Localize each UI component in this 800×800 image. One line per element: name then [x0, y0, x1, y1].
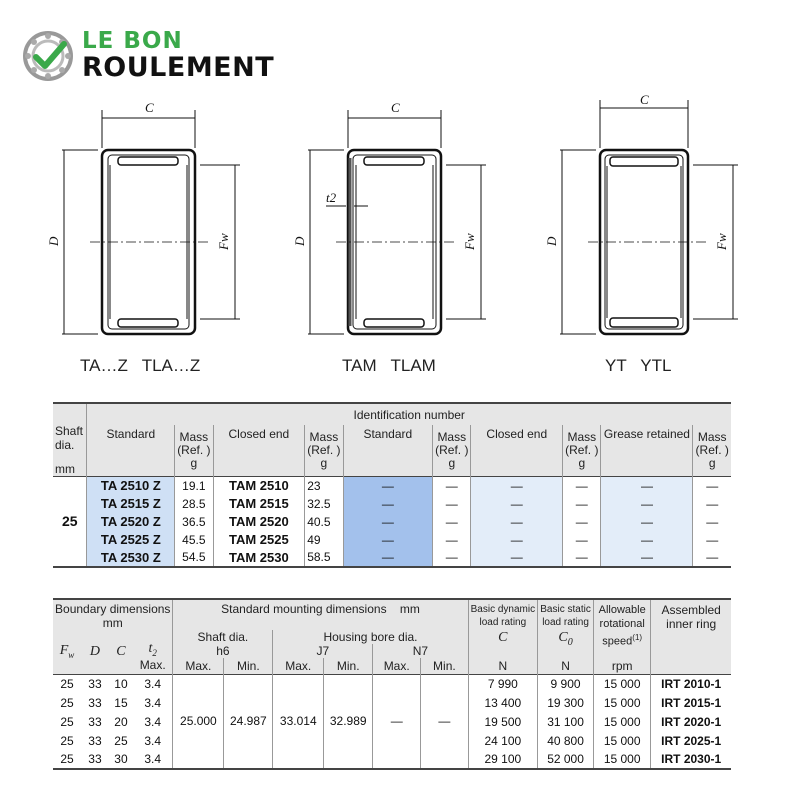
drawing-yt	[544, 90, 748, 350]
c-value: 30	[114, 752, 128, 766]
drawing-tam	[292, 90, 496, 350]
speed-value: 15 000	[594, 731, 651, 750]
dash-cell: —	[693, 549, 731, 567]
col-mass-ref: (Ref. )	[695, 443, 729, 457]
dash-cell: —	[433, 513, 471, 531]
ident-header: Identification number	[353, 407, 465, 422]
dash-cell: —	[693, 495, 731, 513]
c-value: 25	[114, 733, 128, 748]
d-value: 33	[88, 752, 102, 766]
min-label: Min.	[421, 658, 468, 674]
dash-cell: —	[601, 495, 693, 513]
fw-symbol: F	[59, 643, 69, 659]
dynamic-rating-symbol: C	[498, 630, 508, 645]
dash-cell: —	[343, 495, 433, 513]
static-rating-header: Basic static	[540, 604, 591, 615]
fw-value: 25	[60, 695, 74, 710]
standard-id: TA 2515 Z	[87, 495, 175, 513]
bearing-check-icon	[22, 30, 74, 82]
speed-header-3: speed	[602, 635, 633, 648]
dash-cell: —	[563, 513, 601, 531]
mass-value: 58.5	[305, 549, 343, 567]
d-symbol: D	[89, 643, 101, 659]
static-rating-value: 19 300	[538, 693, 594, 712]
drawing-caption-2: TAM TLAM	[342, 356, 436, 375]
housing-header: Housing bore dia.	[323, 630, 418, 644]
drawing-caption-1: TA…Z TLA…Z	[80, 356, 201, 375]
t2-symbol: t	[148, 641, 153, 657]
speed-value: 15 000	[594, 693, 651, 712]
tolerance-h6: h6	[173, 644, 273, 658]
boundary-unit: mm	[102, 616, 123, 630]
c-symbol: C	[116, 643, 126, 659]
col-mass-unit: g	[320, 456, 328, 470]
col-mass-ref: (Ref. )	[565, 443, 599, 457]
fw-value: 25	[60, 733, 74, 748]
d-value: 33	[88, 676, 102, 691]
dynamic-rating-value: 7 990	[468, 674, 537, 693]
max-label: Max.	[173, 658, 224, 674]
t2-value: 3.4	[144, 676, 162, 691]
mass-value: 45.5	[175, 531, 213, 549]
mass-value: 32.5	[305, 495, 343, 513]
mass-value: 54.5	[175, 549, 213, 567]
inner-ring-value: IRT 2030-1	[651, 750, 731, 769]
col-mass-unit: g	[578, 456, 586, 470]
dash-cell: —	[471, 531, 563, 549]
col-standard: Standard	[106, 427, 156, 441]
speed-footnote: (1)	[632, 633, 643, 642]
col-mass-unit: g	[190, 456, 198, 470]
mass-value: 49	[305, 531, 343, 549]
svg-text:t2: t2	[326, 190, 337, 205]
svg-text:D: D	[46, 236, 61, 246]
fw-value: 25	[60, 676, 74, 691]
boundary-header: Boundary dimensions	[55, 602, 171, 616]
shaft-min-value: 24.987	[224, 674, 273, 769]
inner-ring-header-2: inner ring	[666, 617, 717, 631]
logo-text-top: LE BON	[82, 28, 183, 54]
svg-text:C: C	[640, 92, 649, 107]
static-rating-value: 52 000	[538, 750, 594, 769]
c-value: 10	[114, 676, 128, 691]
speed-value: 15 000	[594, 750, 651, 769]
dash-cell: —	[471, 495, 563, 513]
dash-cell: —	[343, 513, 433, 531]
dynamic-rating-value: 13 400	[468, 693, 537, 712]
table-row	[53, 531, 731, 549]
dash-cell: —	[343, 549, 433, 567]
d-value: 33	[88, 733, 102, 748]
closed-end-id: TAM 2530	[213, 549, 305, 567]
static-rating-value: 9 900	[538, 674, 594, 693]
col-mass: Mass	[567, 430, 597, 444]
static-rating-symbol-sub: 0	[567, 636, 573, 648]
dash-cell: —	[471, 549, 563, 567]
dash-cell: —	[693, 531, 731, 549]
table-row	[53, 674, 731, 693]
dash-cell: —	[433, 549, 471, 567]
col-mass-ref: (Ref. )	[307, 443, 341, 457]
standard-id: TA 2510 Z	[87, 477, 175, 495]
dash-cell: —	[693, 477, 731, 495]
max-label: Max.	[273, 658, 324, 674]
col-mass-ref: (Ref. )	[177, 443, 211, 457]
t2-value: 3.4	[144, 733, 162, 748]
c-value: 20	[114, 714, 128, 729]
table-row	[53, 513, 731, 531]
dynamic-rating-value: 29 100	[468, 750, 537, 769]
svg-text:Fw: Fw	[462, 233, 477, 250]
dash-cell: —	[563, 477, 601, 495]
mass-value: 23	[305, 477, 343, 495]
dash-cell: —	[563, 549, 601, 567]
svg-text:C: C	[391, 100, 400, 115]
col-standard: Standard	[363, 427, 413, 441]
col-grease-retained: Grease retained	[603, 427, 690, 441]
dynamic-rating-header: Basic dynamic	[470, 604, 536, 615]
mass-value: 28.5	[175, 495, 213, 513]
speed-header: Allowable	[598, 604, 646, 616]
inner-ring-header: Assembled	[661, 603, 721, 617]
dash-cell: —	[601, 531, 693, 549]
t2-symbol-sub: 2	[152, 648, 157, 658]
static-rating-symbol: C	[558, 630, 568, 645]
inner-ring-value: IRT 2020-1	[651, 712, 731, 731]
svg-text:D: D	[544, 236, 559, 246]
t2-value: 3.4	[144, 695, 162, 710]
col-mass: Mass	[697, 430, 727, 444]
shaft-value: 25	[61, 513, 78, 530]
svg-text:Fw: Fw	[714, 233, 729, 250]
standard-id: TA 2525 Z	[87, 531, 175, 549]
dimensions-table	[53, 598, 731, 770]
brand-logo	[22, 26, 302, 86]
col-mass-unit: g	[448, 456, 456, 470]
dynamic-rating-value: 24 100	[468, 731, 537, 750]
j7-min-value: 32.989	[324, 674, 373, 769]
dash-cell: —	[693, 513, 731, 531]
svg-text:D: D	[292, 236, 307, 246]
dash-cell: —	[471, 513, 563, 531]
dynamic-rating-sub: load rating	[479, 617, 527, 628]
svg-text:Fw: Fw	[216, 233, 231, 250]
speed-header-2: rotational	[599, 618, 645, 630]
drawing-caption-3: YT YTL	[605, 356, 672, 375]
dash-cell: —	[471, 477, 563, 495]
dynamic-rating-value: 19 500	[468, 712, 537, 731]
inner-ring-value: IRT 2025-1	[651, 731, 731, 750]
shaft-label-unit: mm	[55, 462, 75, 476]
mass-value: 19.1	[175, 477, 213, 495]
max-label: Max.	[373, 658, 421, 674]
mass-value: 36.5	[175, 513, 213, 531]
t2-value: 3.4	[144, 714, 162, 729]
min-label: Min.	[224, 658, 273, 674]
mass-value: 40.5	[305, 513, 343, 531]
closed-end-id: TAM 2525	[213, 531, 305, 549]
shaft-label-dia: dia.	[55, 438, 75, 452]
fw-value: 25	[60, 714, 74, 729]
dash-cell: —	[601, 513, 693, 531]
t2-value: 3.4	[144, 752, 162, 766]
speed-value: 15 000	[594, 674, 651, 693]
mounting-header: Standard mounting dimensions mm	[221, 602, 420, 616]
col-mass-unit: g	[708, 456, 716, 470]
table-row	[53, 477, 731, 495]
max-label: Max.	[139, 658, 166, 672]
inner-ring-value: IRT 2015-1	[651, 693, 731, 712]
unit-rpm: rpm	[594, 658, 651, 674]
inner-ring-value: IRT 2010-1	[651, 674, 731, 693]
d-value: 33	[88, 714, 102, 729]
closed-end-id: TAM 2520	[213, 513, 305, 531]
tolerance-n7: N7	[373, 644, 468, 658]
n7-max-value: —	[373, 674, 421, 769]
table-row	[53, 495, 731, 513]
dash-cell: —	[601, 477, 693, 495]
static-rating-value: 31 100	[538, 712, 594, 731]
col-closed-end: Closed end	[486, 427, 548, 441]
shaft-dia-header: Shaft dia.	[197, 630, 249, 644]
col-mass-ref: (Ref. )	[435, 443, 469, 457]
col-mass: Mass	[437, 430, 467, 444]
standard-id: TA 2530 Z	[87, 549, 175, 567]
static-rating-value: 40 800	[538, 731, 594, 750]
speed-value: 15 000	[594, 712, 651, 731]
dash-cell: —	[601, 549, 693, 567]
dash-cell: —	[563, 495, 601, 513]
min-label: Min.	[324, 658, 373, 674]
c-value: 15	[114, 695, 128, 710]
col-closed-end: Closed end	[228, 427, 290, 441]
standard-id: TA 2520 Z	[87, 513, 175, 531]
col-mass: Mass	[179, 430, 209, 444]
j7-max-value: 33.014	[273, 674, 324, 769]
unit-n: N	[538, 658, 594, 674]
closed-end-id: TAM 2510	[213, 477, 305, 495]
dash-cell: —	[343, 531, 433, 549]
dash-cell: —	[433, 477, 471, 495]
dash-cell: —	[343, 477, 433, 495]
dash-cell: —	[433, 495, 471, 513]
closed-end-id: TAM 2515	[213, 495, 305, 513]
dash-cell: —	[563, 531, 601, 549]
dash-cell: —	[433, 531, 471, 549]
n7-min-value: —	[421, 674, 468, 769]
d-value: 33	[88, 695, 102, 710]
table-row	[53, 549, 731, 567]
unit-n: N	[468, 658, 537, 674]
fw-symbol-sub: w	[68, 650, 75, 661]
logo-text-bottom: ROULEMENT	[82, 52, 275, 83]
col-mass: Mass	[309, 430, 339, 444]
tolerance-j7: J7	[273, 644, 373, 658]
drawing-ta-z	[46, 90, 250, 350]
identification-table	[53, 402, 731, 568]
shaft-label: Shaft	[55, 424, 84, 438]
static-rating-sub: load rating	[542, 617, 589, 628]
fw-value: 25	[60, 752, 74, 766]
shaft-max-value: 25.000	[173, 674, 224, 769]
svg-text:C: C	[145, 100, 154, 115]
